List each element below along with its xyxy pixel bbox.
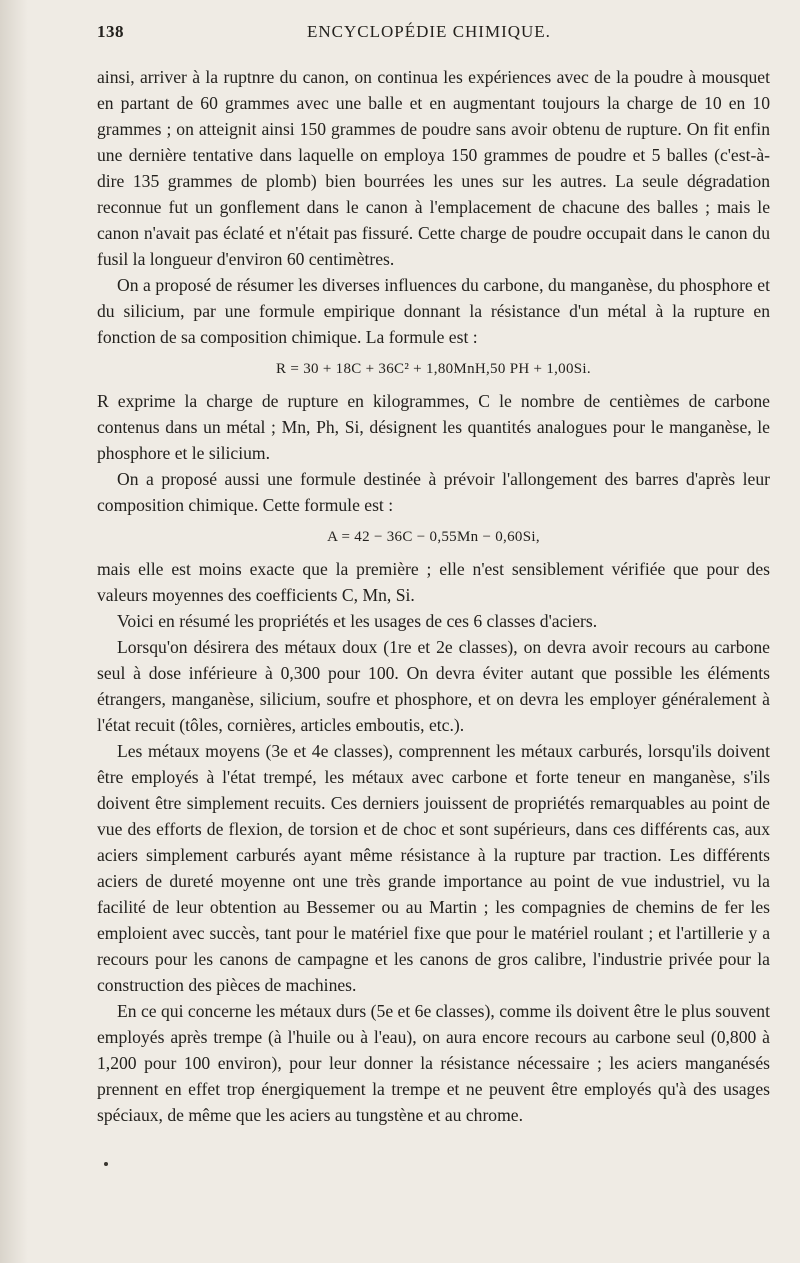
paragraph-7: Lorsqu'on désirera des métaux doux (1re et 2e classes), on devra avoir recours au carbone seul à dose inférieure à 0,300 pour 100. On devra éviter autant que possible les éléments étrangers, manganèse, silicium, soufre et phosphore, et on devra les employer généralement à l'état recuit (tôles, cornières, articles emboutis, etc.). <box>97 637 770 735</box>
formula-resistance: R = 30 + 18C + 36C² + 1,80MnH,50 PH + 1,00Si. <box>276 361 591 377</box>
formula-allongement: A = 42 − 36C − 0,55Mn − 0,60Si, <box>327 529 540 545</box>
paragraph-3: R exprime la charge de rupture en kilogrammes, C le nombre de centièmes de carbone contenus dans un métal ; Mn, Ph, Si, désignent les quantités analogues pour le manganèse, le phosphore et le silicium. <box>97 391 770 463</box>
paragraph-6: Voici en résumé les propriétés et les usages de ces 6 classes d'aciers. <box>117 611 598 631</box>
running-title: ENCYCLOPÉDIE CHIMIQUE. <box>307 22 551 41</box>
paragraph-5: mais elle est moins exacte que la première ; elle n'est sensiblement vérifiée que pour des valeurs moyennes des coefficients C, Mn, Si. <box>97 559 770 605</box>
paragraph-9: En ce qui concerne les métaux durs (5e et 6e classes), comme ils doivent être le plus souvent employés après trempe (à l'huile ou à l'eau), on aura encore recours au carbone seul (0,800 à 1,200 pour 100 environ), pour leur donner la résistance nécessaire ; les aciers manganésés prennent en effet trop énergiquement la trempe et ne peuvent être employés qu'à des usages spéciaux, de même que les aciers au tungstène et au chrome. <box>97 1001 770 1125</box>
paragraph-2: On a proposé de résumer les diverses influences du carbone, du manganèse, du phosphore et du silicium, par une formule empirique donnant la résistance d'un métal à la rupture en fonction de sa composition chimique. La formule est : <box>97 275 770 347</box>
running-header <box>97 22 770 50</box>
paragraph-8: Les métaux moyens (3e et 4e classes), comprennent les métaux carburés, lorsqu'ils doivent être employés à l'état trempé, les métaux avec carbone et forte teneur en manganèse, s'ils doivent être simplement recuits. Ces derniers jouissent de propriétés remarquables au point de vue des efforts de flexion, de torsion et de choc et sont supérieurs, dans ces différents cas, aux aciers simplement carburés ayant même résistance à la rupture par traction. Les différents aciers de dureté moyenne ont une très grande importance au point de vue industriel, vu la facilité de leur obtention au Bessemer ou au Martin ; les compagnies de chemins de fer les emploient avec succès, tant pour le matériel fixe que pour le matériel roulant ; et l'artillerie y a recours pour les canons de campagne et les canons de gros calibre, l'industrie privée pour la construction des pièces de machines. <box>97 741 770 995</box>
page-number: 138 <box>97 22 124 41</box>
margin-dot <box>104 1162 108 1166</box>
paragraph-1: ainsi, arriver à la ruptnre du canon, on continua les expériences avec de la poudre à mousquet en partant de 60 grammes avec une balle et en augmentant toujours la charge de 10 en 10 grammes ; on atteignit ainsi 150 grammes de poudre sans avoir obtenu de rupture. On fit enfin une dernière tentative dans laquelle on employa 150 grammes de poudre et 5 balles (c'est-à-dire 135 grammes de plomb) bien bourrées les unes sur les autres. La seule dégradation reconnue fut un gonflement dans le canon à l'emplacement de chacune des balles ; mais le canon n'avait pas éclaté et n'était pas fissuré. Cette charge de poudre occupait dans le canon du fusil la longueur d'environ 60 centimètres. <box>97 67 770 269</box>
page-gutter <box>0 0 28 1263</box>
paragraph-4: On a proposé aussi une formule destinée à prévoir l'allongement des barres d'après leur composition chimique. Cette formule est : <box>97 469 770 515</box>
